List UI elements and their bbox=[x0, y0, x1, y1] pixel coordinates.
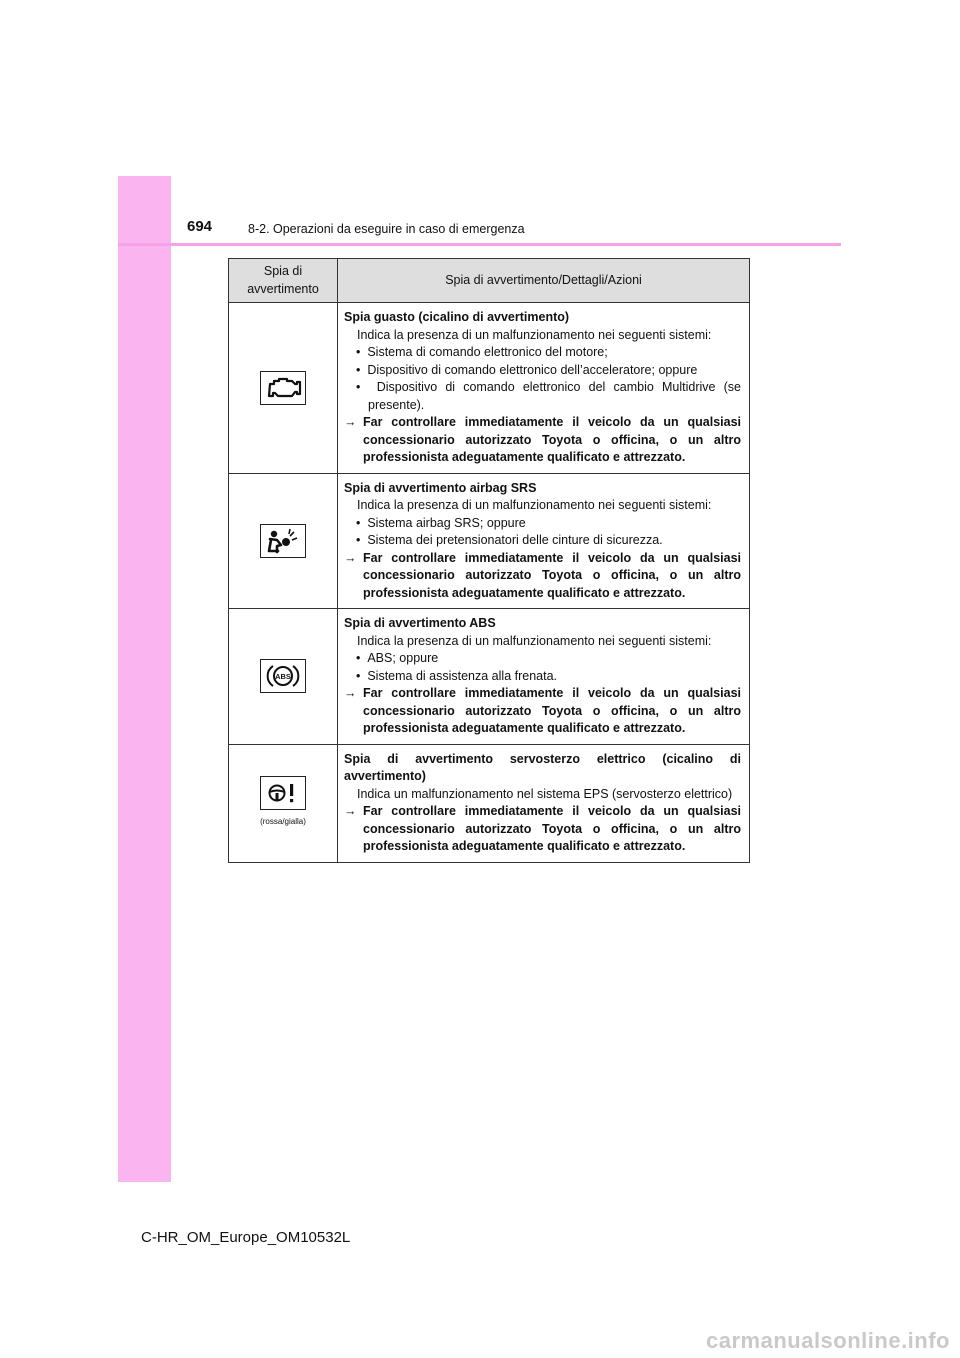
header-rule bbox=[118, 243, 841, 246]
description-cell bbox=[338, 303, 750, 474]
table-header-row bbox=[229, 259, 750, 303]
icon-cell bbox=[229, 609, 338, 745]
action-text: Far controllare immediatamente il veicolo da un qualsiasi concessionario autorizzato Toyota o officina, o un altro professionista adeguatamente qualificato e attrezzato. bbox=[363, 415, 741, 464]
icon-cell bbox=[229, 303, 338, 474]
action-item bbox=[344, 550, 741, 603]
list-item: • Sistema dei pretensionatori delle cinture di sicurezza. bbox=[356, 533, 663, 547]
icon-caption: (rossa/gialla) bbox=[260, 816, 306, 826]
icon-cell bbox=[229, 744, 338, 862]
list-item-text: Sistema dei pretensionatori delle cinture di sicurezza. bbox=[367, 533, 663, 547]
table-row bbox=[229, 303, 750, 474]
list-item: • Sistema airbag SRS; oppure bbox=[356, 515, 526, 530]
watermark: carmanualsonline.info bbox=[706, 1328, 950, 1353]
row-title: Spia di avvertimento servosterzo elettrico (cicalino di avvertimento) bbox=[344, 751, 741, 783]
abs-icon bbox=[260, 659, 306, 693]
description-cell bbox=[338, 744, 750, 862]
list-item-text: Sistema di comando elettronico del motore; bbox=[367, 345, 608, 359]
page-number: 694 bbox=[187, 218, 213, 235]
table-row bbox=[229, 744, 750, 862]
engine-warning-icon bbox=[260, 371, 306, 405]
row-title: Spia di avvertimento ABS bbox=[344, 616, 496, 630]
list-item: • Dispositivo di comando elettronico dell’acceleratore; oppure bbox=[356, 362, 698, 377]
arrow-right-icon: → bbox=[344, 550, 357, 565]
arrow-right-icon: → bbox=[344, 415, 357, 429]
row-intro: Indica la presenza di un malfunzionamento nei seguenti sistemi: bbox=[357, 327, 712, 342]
abs-icon-label: ABS bbox=[275, 672, 291, 682]
column-header-details: Spia di avvertimento/Dettagli/Azioni bbox=[338, 259, 750, 303]
section-title: 8-2. Operazioni da eseguire in caso di emergenza bbox=[248, 222, 525, 236]
list-item: • Sistema di comando elettronico del motore; bbox=[356, 345, 608, 359]
table-row bbox=[229, 609, 750, 745]
warning-lights-table bbox=[228, 258, 750, 863]
srs-airbag-icon bbox=[260, 524, 306, 558]
action-text: Far controllare immediatamente il veicolo da un qualsiasi concessionario autorizzato Toyota o officina, o un altro professionista adeguatamente qualificato e attrezzato. bbox=[363, 550, 741, 600]
description-cell bbox=[338, 609, 750, 745]
row-intro: Indica la presenza di un malfunzionamento nei seguenti sistemi: bbox=[357, 498, 712, 512]
list-item-text: Dispositivo di comando elettronico del cambio Multidrive (se presente). bbox=[368, 380, 741, 412]
action-text: Far controllare immediatamente il veicolo da un qualsiasi concessionario autorizzato Toyota o officina, o un altro professionista adeguatamente qualificato e attrezzato. bbox=[363, 804, 741, 853]
icon-cell bbox=[229, 473, 338, 609]
list-item: • Dispositivo di comando elettronico del cambio Multidrive (se presente). bbox=[356, 380, 741, 412]
list-item-text: Sistema di assistenza alla frenata. bbox=[367, 668, 558, 683]
action-item bbox=[344, 685, 741, 738]
arrow-right-icon: → bbox=[344, 804, 357, 818]
list-item-text: Dispositivo di comando elettronico dell’acceleratore; oppure bbox=[367, 362, 698, 377]
list-item-text: Sistema airbag SRS; oppure bbox=[367, 515, 526, 530]
document-code: C-HR_OM_Europe_OM10532L bbox=[141, 1229, 351, 1246]
arrow-right-icon: → bbox=[344, 686, 357, 700]
action-item bbox=[344, 414, 741, 467]
side-tab bbox=[118, 176, 171, 1182]
table-row bbox=[229, 473, 750, 609]
action-item bbox=[344, 803, 741, 856]
row-intro: Indica la presenza di un malfunzionamento nei seguenti sistemi: bbox=[357, 633, 712, 648]
column-header-light: Spia di avvertimento bbox=[229, 259, 338, 303]
row-intro: Indica un malfunzionamento nel sistema EPS (servosterzo elettrico) bbox=[357, 786, 733, 801]
action-text: Far controllare immediatamente il veicolo da un qualsiasi concessionario autorizzato Toyota o officina, o un altro professionista adeguatamente qualificato e attrezzato. bbox=[363, 686, 741, 735]
list-item-text: ABS; oppure bbox=[367, 651, 439, 665]
description-cell bbox=[338, 473, 750, 609]
eps-steering-icon bbox=[260, 776, 306, 810]
list-item: • Sistema di assistenza alla frenata. bbox=[356, 668, 558, 683]
row-title: Spia guasto (cicalino di avvertimento) bbox=[344, 310, 570, 324]
row-title: Spia di avvertimento airbag SRS bbox=[344, 480, 537, 495]
list-item: • ABS; oppure bbox=[356, 651, 439, 665]
